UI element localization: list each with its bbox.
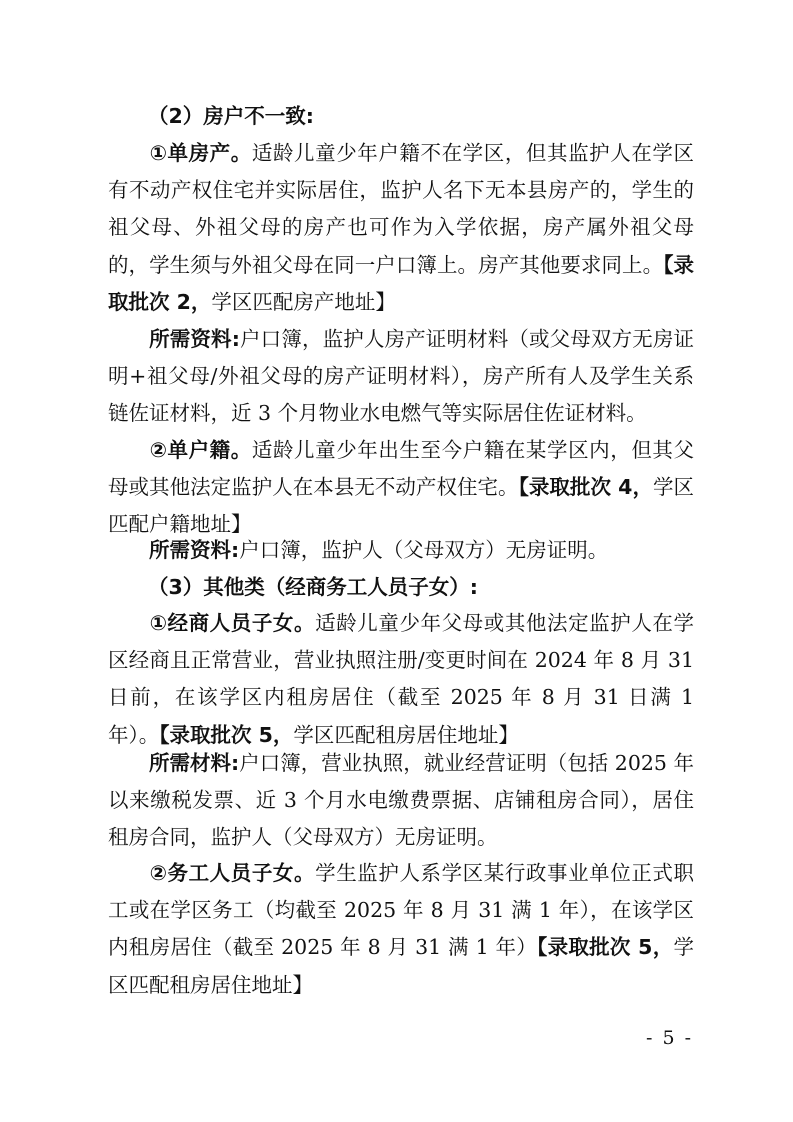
- item-body: 适龄儿童少年户籍不在学区，但其监护人在学区有不动产权住宅并实际居住，监护人名下无本县房产的，学生的祖父母、外祖父母的房产也可作为入学依据，房产属外祖父母的，学生须与外祖父母在同一户口簿上。房产其他要求同上。: [108, 141, 695, 277]
- paragraph-required-docs-1: [108, 321, 694, 433]
- paragraph-worker-children: [108, 855, 694, 1004]
- batch-tag-tail: 学区匹配租房居住地址】: [108, 935, 694, 997]
- paragraph-single-property: [108, 135, 694, 321]
- item-title: ②务工人员子女。: [149, 861, 316, 885]
- paragraph-required-docs-2: [108, 532, 694, 569]
- item-body: 适龄儿童少年出生至今户籍在某学区内，但其父母或其他法定监护人在本县无不动产权住宅。: [108, 438, 695, 500]
- paragraph-business-children: [108, 605, 694, 754]
- required-body: 户口簿，营业执照，就业经营证明（包括 2025 年以来缴税发票、近 3 个月水电缴费票据、店铺租房合同），居住租房合同，监护人（父母双方）无房证明。: [108, 751, 694, 850]
- batch-tag: 【录取批次 5，: [159, 722, 294, 747]
- section-2-heading: （2）房户不一致:: [148, 104, 314, 128]
- section-3-heading: （3）其他类（经商务工人员子女）:: [148, 575, 478, 599]
- required-body: 户口簿，监护人（父母双方）无房证明。: [239, 538, 609, 562]
- required-label: 所需资料:: [149, 538, 240, 562]
- item-body: 学生监护人系学区某行政事业单位正式职工或在学区务工（均截至 2025 年 8 月 31 满 1 年），在该学区内租房居住（截至 2025 年 8 月 31 满 1 年）: [108, 861, 695, 960]
- batch-tag: 【录取批次 2，: [108, 252, 694, 314]
- required-label: 所需材料:: [149, 751, 240, 775]
- batch-tag-tail: 学区匹配房产地址】: [211, 289, 396, 314]
- paragraph-required-materials: [108, 745, 694, 857]
- paragraph-single-hukou: [108, 432, 694, 544]
- batch-tag-tail: 学区匹配租房居住地址】: [293, 722, 519, 747]
- batch-tag: 【录取批次 5，: [537, 935, 674, 960]
- required-label: 所需资料:: [149, 327, 240, 351]
- item-title: ①经商人员子女。: [149, 611, 316, 635]
- item-body: 适龄儿童少年父母或其他法定监护人在学区经商且正常营业，营业执照注册/变更时间在 2024 年 8 月 31 日前，在该学区内租房居住（截至 2025 年 8 月 31 日满 1 年）。: [108, 611, 695, 747]
- item-title: ②单户籍。: [149, 438, 252, 462]
- required-body: 户口簿，监护人房产证明材料（或父母双方无房证明+祖父母/外祖父母的房产证明材料），房产所有人及学生关系链佐证材料，近 3 个月物业水电燃气等实际居住佐证材料。: [108, 327, 694, 426]
- page-number: - 5 -: [645, 1027, 693, 1049]
- batch-tag-tail: 学区匹配户籍地址】: [108, 475, 695, 537]
- batch-tag: 【录取批次 4，: [518, 475, 653, 500]
- item-title: ①单房产。: [149, 141, 252, 165]
